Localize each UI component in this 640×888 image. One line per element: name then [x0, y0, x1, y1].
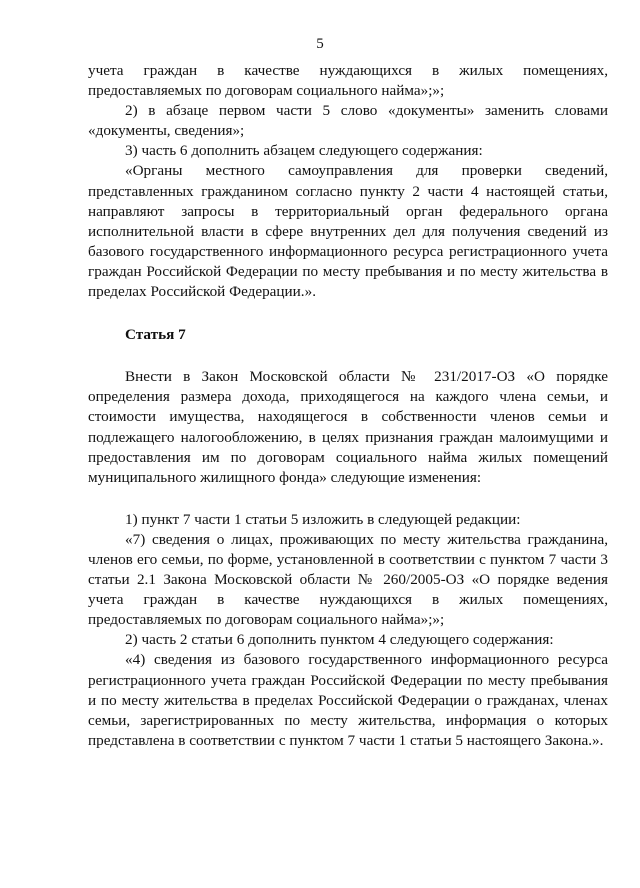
paragraph-quoted-item-4: «4) сведения из базового государственного информационного ресурса регистрационного учета граждан Российской Федерации по месту пребывания и по месту жительства в пределах Российской Федерации о гражданах, членах семьи, зарегистрированных по месту жительства, информация о которых представлена в соответствии с пунктом 7 части 1 статьи 5 настоящего Закона.». [88, 651, 608, 749]
paragraph-item-3: 3) часть 6 дополнить абзацем следующего содержания: [125, 142, 483, 160]
document-body [88, 61, 608, 751]
paragraph-continuation: учета граждан в качестве нуждающихся в жилых помещениях, предоставляемых по договорам социального найма»;»; [88, 62, 608, 100]
paragraph-item-2-article-7: 2) часть 2 статьи 6 дополнить пунктом 4 следующего содержания: [125, 631, 554, 649]
paragraph-quoted-addition: «Органы местного самоуправления для проверки сведений, представленных гражданином согласно пункту 2 части 4 настоящей статьи, направляют запросы в территориальный орган федерального органа исполнительной власти в сфере внутренних дел для получения сведений из базового государственного информационного ресурса регистрационного учета граждан Российской Федерации по месту пребывания и по месту жительства в пределах Российской Федерации.». [88, 162, 608, 301]
paragraph-quoted-item-7: «7) сведения о лицах, проживающих по месту жительства гражданина, членов его семьи, по форме, установленной в соответствии с пунктом 7 части 3 статьи 2.1 Закона Московской области № 260/2005-ОЗ «О порядке ведения учета граждан в качестве нуждающихся в жилых помещениях, предоставляемых по договорам социального найма»;»; [88, 530, 608, 629]
paragraph-item-1: 1) пункт 7 части 1 статьи 5 изложить в следующей редакции: [125, 510, 521, 528]
paragraph-article-intro: Внести в Закон Московской области № 231/2017-ОЗ «О порядке определения размера дохода, приходящегося на каждого члена семьи, и стоимости имущества, находящегося в собственности членов семьи и подлежащего налогообложению, в целях признания граждан малоимущими и предоставления им по договорам социального найма жилых помещений муниципального жилищного фонда» следующие изменения: [88, 368, 608, 486]
paragraph-item-2: 2) в абзаце первом части 5 слово «документы» заменить словами «документы, сведения»; [88, 102, 608, 140]
page-number: 5 [316, 36, 324, 52]
article-heading: Статья 7 [125, 326, 186, 344]
